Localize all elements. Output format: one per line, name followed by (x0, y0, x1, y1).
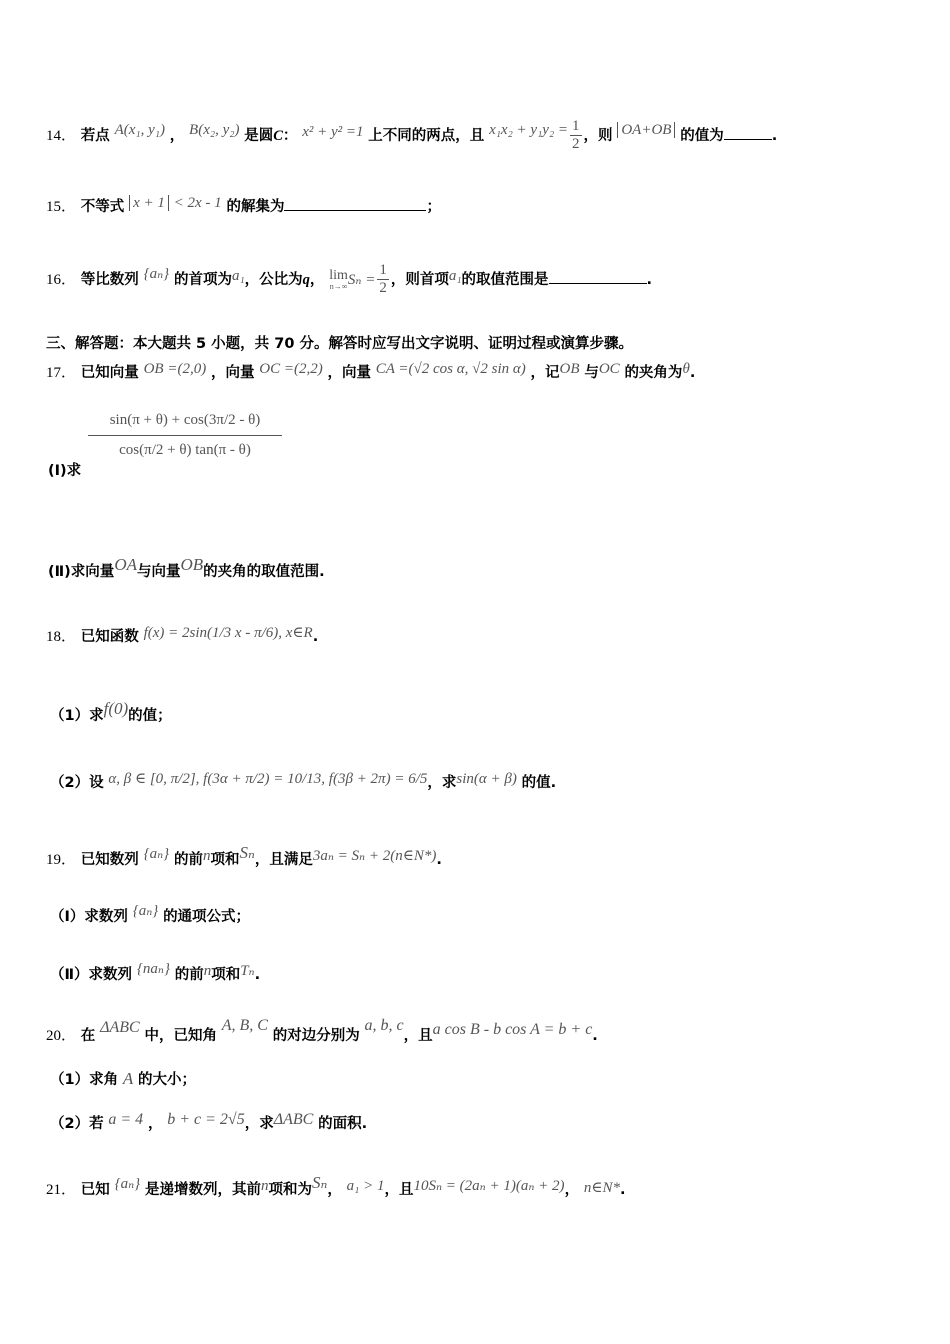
section-heading: 三、解答题：本大题共 5 小题，共 70 分。解答时应写出文字说明、证明过程或演算步骤。 (46, 336, 633, 352)
question-17: 17． 已知向量 OB =(2,0) ，向量 OC =(2,2) ，向量 CA =(√2 cos α, √2 sin α) ，记OB 与OC 的夹角为θ. (46, 361, 696, 381)
question-number: 14． (46, 127, 77, 144)
sin-alpha-beta: sin(α + β) (456, 771, 517, 787)
answer-blank (549, 271, 647, 284)
inequality: < 2x - 1 (173, 195, 222, 211)
vector-ob: OB =(2,0) (143, 361, 207, 377)
question-18-part-2: （2）设 α, β ∈ [0, π/2], f(3α + π/2) = 10/13, f(3β + 2π) = 6/5，求sin(α + β) 的值. (50, 771, 557, 791)
triangle-abc: ΔABC (100, 1019, 140, 1036)
question-20: 20． 在 ΔABC 中，已知角 A, B, C 的对边分别为 a, b, c，且a cos B - b cos A = b + c. (46, 1017, 598, 1044)
question-20-part-1: （1）求角 A 的大小； (50, 1069, 197, 1088)
sequence-a-n: {aₙ} (114, 1176, 141, 1192)
s-n: Sₙ (311, 1173, 328, 1192)
question-number: 15． (46, 199, 77, 215)
t-n: Tₙ (240, 963, 255, 979)
side-a: a = 4 (108, 1111, 144, 1128)
point-b: B(x₂, y₂) (189, 121, 240, 138)
question-19: 19． 已知数列 {aₙ} 的前n项和Sₙ，且满足3aₙ = Sₙ + 2(n∈N*). (46, 843, 442, 868)
trig-numerator: sin(π + θ) + cos(3π/2 - θ) (88, 412, 282, 436)
sequence-a-n: {aₙ} (132, 903, 159, 919)
f-zero: f(0) (103, 699, 129, 718)
trig-denominator: cos(π/2 + θ) tan(π - θ) (119, 442, 251, 458)
side-sum: b + c = 2√5 (167, 1111, 245, 1128)
question-21: 21． 已知 {aₙ} 是递增数列，其前n项和为Sₙ， a₁ > 1，且10Sₙ = (2aₙ + 1)(aₙ + 2)， n∈N*. (46, 1173, 626, 1198)
n-domain: n∈N* (583, 1180, 620, 1196)
angle-conditions: α, β ∈ [0, π/2], f(3α + π/2) = 10/13, f(3β + 2π) = 6/5 (108, 771, 428, 787)
question-20-part-2: （2）若 a = 4 ， b + c = 2√5，求ΔABC 的面积. (50, 1111, 368, 1132)
vector-oa: OA (114, 555, 137, 574)
sequence-a-n: {aₙ} (143, 265, 170, 282)
side-condition: a cos B - b cos A = b + c (432, 1021, 593, 1038)
trig-fraction (88, 412, 282, 459)
abs-vector-sum: OA+OB (617, 122, 675, 138)
question-18-part-1: （1）求f(0)的值； (50, 699, 172, 724)
question-18: 18． 已知函数 f(x) = 2sin(1/3 x - π/6), x∈R. (46, 625, 319, 645)
question-number: 20． (46, 1028, 77, 1044)
a1-condition: a₁ > 1 (346, 1178, 385, 1194)
sequence-a-n: {aₙ} (143, 846, 170, 862)
vector-ca: CA =(√2 cos α, √2 sin α) (375, 361, 526, 377)
question-number: 17． (46, 365, 77, 381)
angle-a: A (122, 1069, 134, 1088)
question-number: 18． (46, 629, 77, 645)
s-n: Sₙ (239, 843, 255, 862)
limit-expression: lim n→∞ (329, 267, 348, 291)
sum-condition: 10Sₙ = (2aₙ + 1)(aₙ + 2) (413, 1178, 565, 1194)
condition-expression: x₁x₂ + y₁y₂ = (489, 121, 569, 138)
first-term: a₁ (231, 267, 245, 284)
answer-blank (724, 127, 772, 140)
question-17-part-1-label: (Ⅰ)求 (48, 463, 82, 479)
question-19-part-1: （Ⅰ）求数列 {aₙ} 的通项公式； (50, 903, 251, 925)
question-15: 15． 不等式 x + 1 < 2x - 1 的解集为 ； (46, 195, 441, 215)
recurrence-condition: 3aₙ = Sₙ + 2(n∈N*) (312, 848, 437, 864)
question-number: 19． (46, 852, 77, 868)
function-definition: f(x) = 2sin(1/3 x - π/6), x∈R (143, 625, 313, 641)
sequence-na-n: {naₙ} (136, 961, 170, 977)
question-number: 16． (46, 271, 77, 288)
angles: A, B, C (221, 1017, 268, 1034)
circle-equation: x² + y² =1 (302, 123, 364, 140)
question-17-part-2: (Ⅱ)求向量OA与向量OB的夹角的取值范围. (48, 555, 325, 580)
abs-expression: x + 1 (129, 195, 169, 211)
sides: a, b, c (364, 1017, 404, 1034)
fraction-half: $\frac{1}{2}$ (379, 262, 387, 297)
answer-blank (284, 198, 426, 211)
question-19-part-2: （Ⅱ）求数列 {naₙ} 的前n项和Tₙ. (50, 961, 261, 983)
vector-oc: OC =(2,2) (259, 361, 323, 377)
question-number: 21． (46, 1182, 77, 1198)
theta: θ (682, 361, 690, 377)
question-16: 16． 等比数列 {aₙ} 的首项为a₁，公比为q， lim n→∞ Sₙ = $\frac{1}{2}$ ，则首项a₁的取值范围是 . (46, 262, 653, 297)
point-a: A(x₁, y₁) (114, 121, 165, 138)
fraction-half: $\frac{1}{2}$ (572, 118, 580, 153)
question-14: 14． 若点 A(x₁, y₁) ， B(x₂, y₂) 是圆C： x² + y² =1 上不同的两点，且 x₁x₂ + y₁y₂ = $\frac{1}{2}$ ，则 OA+OB 的值为 . (46, 118, 778, 153)
